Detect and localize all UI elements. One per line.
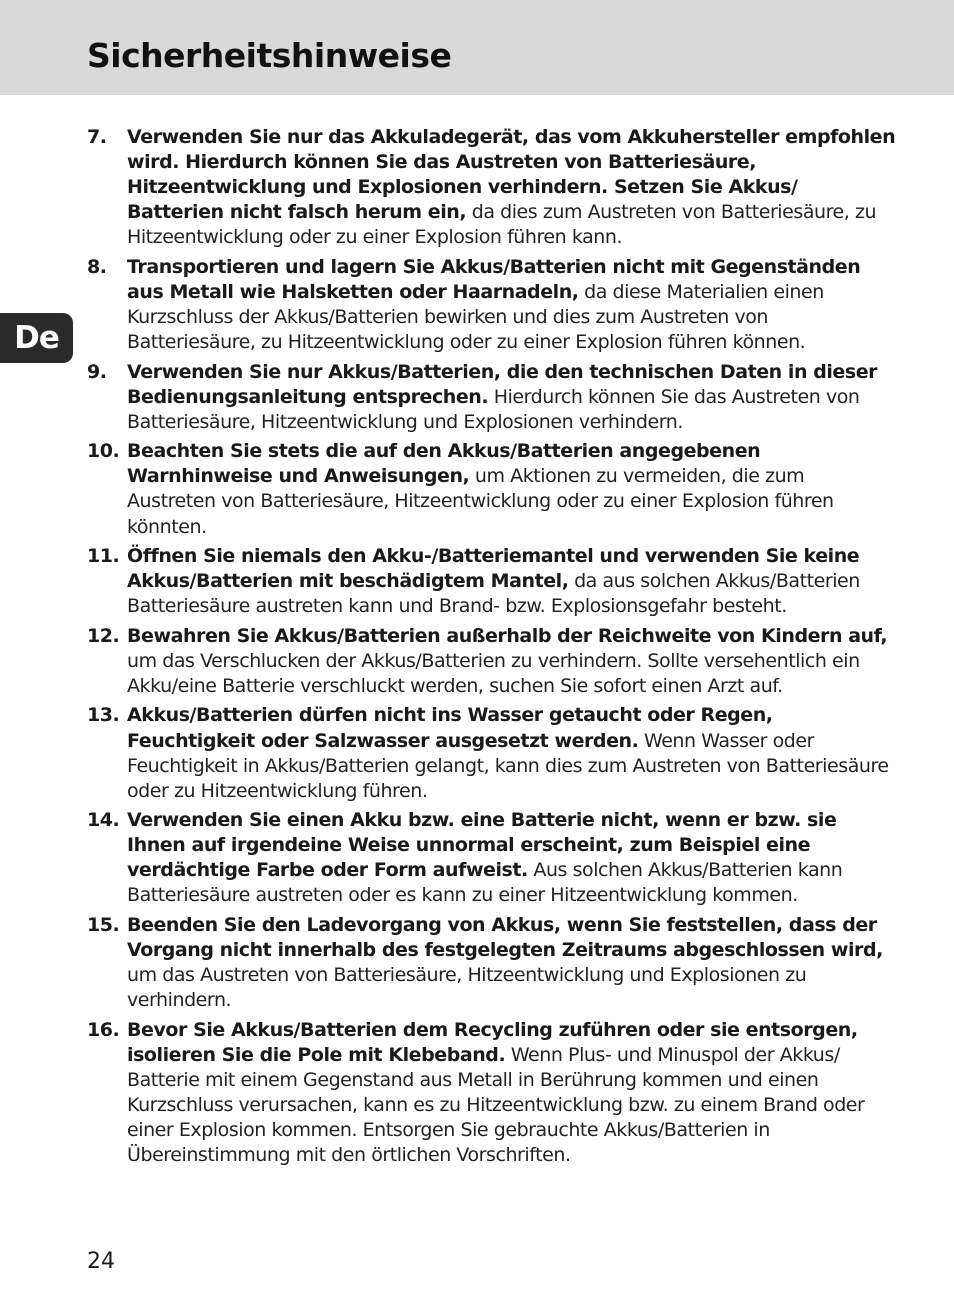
- item-text: um Aktionen zu vermeiden, die zum Austreten von Batteriesäure, Hitzeentwicklung oder zu einer Explosion führen könnten.: [127, 465, 834, 538]
- item-bold-text: Öffnen Sie niemals den Akku-/Batteriemantel und verwenden Sie keine Akkus/Batterien mit beschädigtem Mantel,: [127, 545, 860, 593]
- item-text: Wenn Wasser oder Feuchtigkeit in Akkus/Batterien gelangt, kann dies zum Austreten von Batteriesäure oder zu Hitzeentwicklung führen.: [127, 729, 889, 802]
- item-bold-text: Bevor Sie Akkus/Batterien dem Recycling zuführen oder sie entsorgen, isolieren Sie die Pole mit Klebeband.: [127, 1018, 858, 1066]
- item-number: 11.: [87, 545, 120, 568]
- page-number: 24: [87, 1249, 115, 1274]
- item-number: 9.: [87, 360, 107, 383]
- list-item: [87, 544, 897, 619]
- safety-list: [87, 125, 897, 1173]
- list-item: [87, 624, 897, 699]
- list-item: [87, 703, 897, 803]
- item-number: 8.: [87, 255, 107, 278]
- list-item: [87, 808, 897, 908]
- item-bold-text: Beenden Sie den Ladevorgang von Akkus, wenn Sie feststellen, dass der Vorgang nicht innerhalb des festgelegten Zeitraums abgeschlossen wird,: [127, 913, 883, 962]
- item-number: 7.: [87, 126, 107, 148]
- list-item: [87, 360, 897, 435]
- item-text: da aus solchen Akkus/Batterien Batteriesäure austreten kann und Brand- bzw. Explosionsgefahr besteht.: [127, 570, 860, 618]
- item-text: Hierdurch können Sie das Austreten von Batteriesäure, Hitzeentwicklung und Explosionen verhindern.: [127, 385, 860, 433]
- item-bold-text: Bewahren Sie Akkus/Batterien außerhalb der Reichweite von Kindern auf,: [127, 624, 888, 647]
- list-item: [87, 125, 897, 250]
- item-bold-text: Akkus/Batterien dürfen nicht ins Wasser getaucht oder Regen, Feuchtigkeit oder Salzwasser ausgesetzt werden.: [127, 704, 773, 752]
- item-text: Aus solchen Akkus/Batterien kann Batteriesäure austreten oder es kann zu einer Hitzeentwicklung kommen.: [127, 859, 843, 907]
- item-bold-text: Transportieren und lagern Sie Akkus/Batterien nicht mit Gegenständen aus Metall wie Halsketten oder Haarnadeln,: [127, 255, 861, 303]
- page-title: Sicherheitshinweise: [87, 36, 452, 75]
- item-text: da dies zum Austreten von Batteriesäure, zu Hitzeentwicklung oder zu einer Explosion führen kann.: [127, 201, 877, 249]
- item-bold-text: Beachten Sie stets die auf den Akkus/Batterien angegebenen Warnhinweise und Anweisungen,: [127, 440, 761, 488]
- item-text: Wenn Plus- und Minuspol der Akkus/ Batterie mit einem Gegenstand aus Metall in Berührung kommen und einen Kurzschluss verursachen, kann es zu Hitzeentwicklung bzw. zu einem Brand oder einer Explosion kommen. Entsorgen Sie gebrauchte Akkus/Batterien in Übereinstimmung mit den örtlichen Vorschriften.: [127, 1043, 865, 1167]
- item-bold-text: Verwenden Sie nur das Akkuladegerät, das vom Akkuhersteller empfohlen wird. Hierdurch können Sie das Austreten von Batteriesäure, Hitzeentwicklung und Explosionen verhindern. Setzen Sie Akkus/ Batterien nicht falsch herum ein,: [127, 126, 896, 224]
- item-text: um das Verschlucken der Akkus/Batterien zu verhindern. Sollte versehentlich ein Akku/eine Batterie verschluckt werden, suchen Sie sofort einen Arzt auf.: [127, 649, 860, 697]
- header-bar: [0, 0, 954, 95]
- language-tab: De: [0, 313, 73, 363]
- item-text: um das Austreten von Batteriesäure, Hitzeentwicklung und Explosionen zu verhindern.: [127, 964, 807, 1012]
- item-number: 15.: [87, 913, 120, 936]
- list-item: [87, 439, 897, 539]
- item-bold-text: Verwenden Sie einen Akku bzw. eine Batterie nicht, wenn er bzw. sie Ihnen auf irgendeine Weise unnormal erscheint, zum Beispiel eine verdächtige Farbe oder Form aufweist.: [127, 809, 837, 882]
- item-number: 14.: [87, 809, 120, 832]
- item-bold-text: Verwenden Sie nur Akkus/Batterien, die den technischen Daten in dieser Bedienungsanleitung entsprechen.: [127, 360, 878, 408]
- item-number: 12.: [87, 624, 120, 647]
- list-item: [87, 255, 897, 355]
- item-number: 13.: [87, 704, 120, 727]
- item-number: 16.: [87, 1018, 120, 1041]
- item-number: 10.: [87, 440, 120, 463]
- item-text: da diese Materialien einen Kurzschluss der Akkus/Batterien bewirken und dies zum Austreten von Batteriesäure, zu Hitzeentwicklung oder zu einer Explosion führen können.: [127, 280, 824, 354]
- list-item: [87, 1018, 897, 1169]
- list-item: [87, 913, 897, 1013]
